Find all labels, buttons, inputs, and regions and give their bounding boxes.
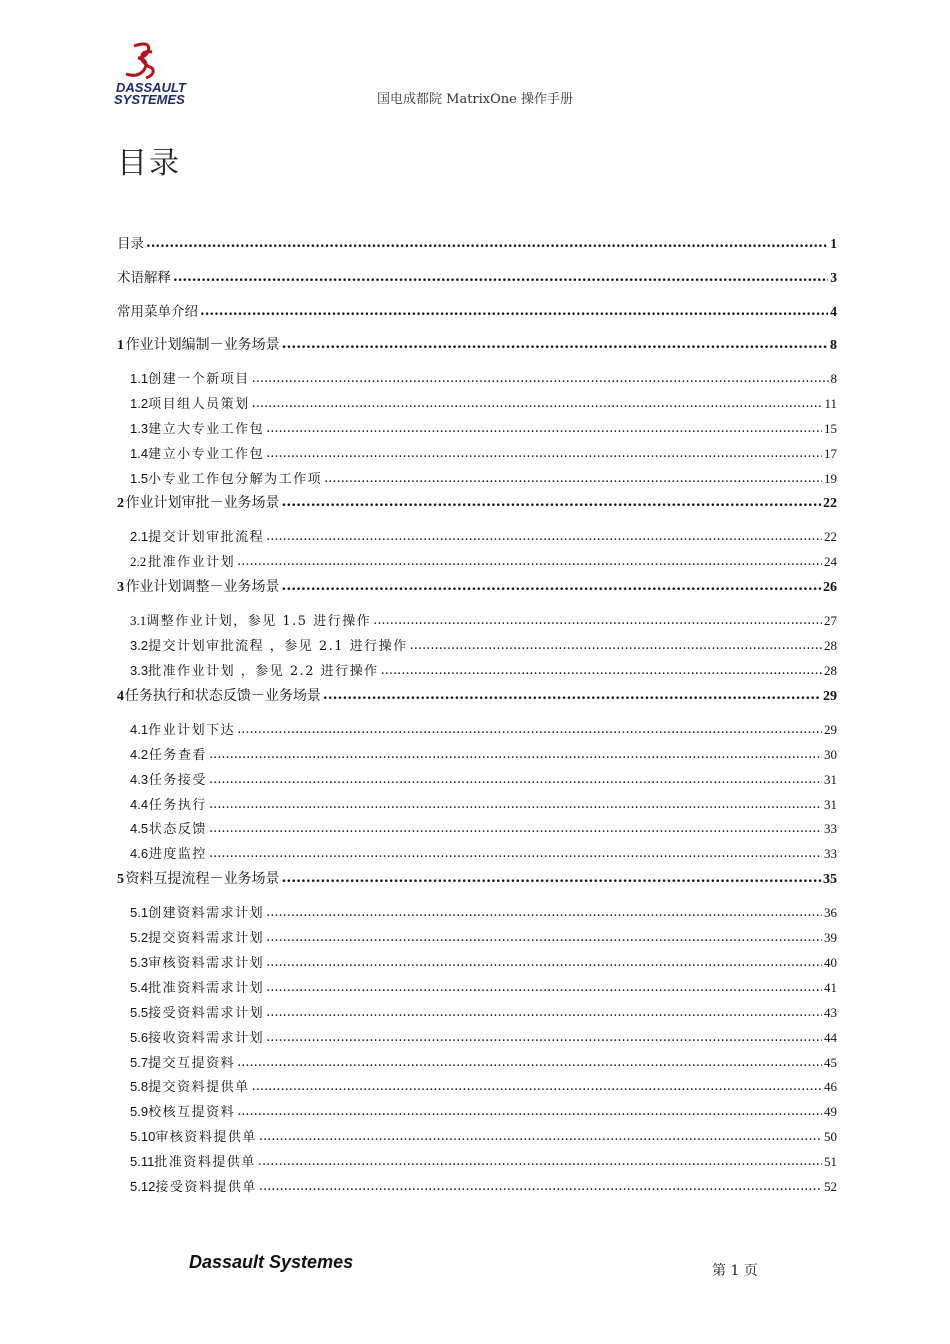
toc-subsection[interactable] xyxy=(117,977,837,1002)
toc-entry-title: 提交互提资料 xyxy=(148,1055,236,1071)
toc-entry-page: 49 xyxy=(824,1104,837,1120)
toc-dot-leader xyxy=(173,269,828,285)
toc-dot-leader xyxy=(324,471,822,486)
toc-dot-leader xyxy=(200,303,828,319)
toc-entry-number: 1.3 xyxy=(130,420,149,436)
toc-entry-number: 3.3 xyxy=(130,663,149,679)
svg-text:DASSAULT: DASSAULT xyxy=(116,80,186,95)
toc-subsection[interactable] xyxy=(117,1176,837,1201)
toc-subsection[interactable] xyxy=(117,393,837,418)
toc-entry-page: 35 xyxy=(823,872,837,888)
toc-subsection[interactable] xyxy=(117,719,837,744)
toc-entry-title: 目录 xyxy=(117,236,144,252)
toc-dot-leader xyxy=(266,905,822,920)
toc-entry-page: 39 xyxy=(824,930,837,946)
toc-entry-title: 接受资料提供单 xyxy=(155,1180,257,1196)
toc-dot-leader xyxy=(237,1055,822,1070)
svg-text:SYSTEMES: SYSTEMES xyxy=(114,92,185,107)
toc-entry-page: 36 xyxy=(824,905,837,921)
toc-subsection[interactable] xyxy=(117,794,837,819)
toc-entry-title: 作业计划调整－业务场景 xyxy=(125,579,280,596)
toc-subsection[interactable] xyxy=(117,443,837,468)
toc-entry-title: 任务查看 xyxy=(148,747,207,763)
toc-entry-number: 2 xyxy=(117,496,124,512)
toc-entry-number: 4.4 xyxy=(130,796,149,812)
toc-dot-leader xyxy=(266,930,822,945)
toc-entry-number: 5.3 xyxy=(130,955,149,971)
toc-dot-leader xyxy=(373,613,822,628)
toc-entry-number: 4.6 xyxy=(130,846,149,862)
toc-entry-page: 40 xyxy=(824,955,837,971)
toc-chapter[interactable] xyxy=(117,576,837,610)
toc-entry-title: 术语解释 xyxy=(117,270,171,286)
toc-entry-title: 批准资料提供单 xyxy=(154,1155,256,1171)
toc-entry-page: 11 xyxy=(824,395,837,411)
toc-dot-leader xyxy=(266,1005,822,1020)
toc-entry-title: 任务执行和状态反馈－业务场景 xyxy=(124,687,321,704)
toc-dot-leader xyxy=(323,687,821,703)
toc-entry-page: 26 xyxy=(823,580,837,596)
toc-subsection[interactable] xyxy=(117,610,837,635)
toc-entry-title: 批准作业计划 xyxy=(148,555,236,571)
toc-dot-leader xyxy=(209,797,822,812)
toc-entry-page: 15 xyxy=(824,420,837,436)
toc-dot-leader xyxy=(281,870,821,886)
toc-dot-leader xyxy=(266,955,822,970)
toc-entry-page: 27 xyxy=(824,613,837,629)
toc-subsection[interactable] xyxy=(117,418,837,443)
page-title: 目录 xyxy=(117,146,181,181)
toc-entry-number: 1.5 xyxy=(130,470,149,486)
toc-entry-title: 审核资料需求计划 xyxy=(148,956,265,972)
toc-chapter[interactable] xyxy=(117,868,837,902)
toc-entry-page: 31 xyxy=(824,796,837,812)
toc-entry-page: 50 xyxy=(824,1129,837,1145)
toc-entry-page: 45 xyxy=(824,1054,837,1070)
toc-subsection[interactable] xyxy=(117,769,837,794)
toc-entry-number: 1.4 xyxy=(130,445,149,461)
toc-subsection[interactable] xyxy=(117,744,837,769)
footer-brand: Dassault Systemes xyxy=(189,1252,354,1272)
toc-entry-number: 5 xyxy=(117,872,124,888)
toc-dot-leader xyxy=(282,336,828,352)
toc-subsection[interactable] xyxy=(117,818,837,843)
toc-entry-number: 3 xyxy=(117,580,124,596)
toc-entry-title: 作业计划下达 xyxy=(148,722,236,738)
toc-entry-page: 3 xyxy=(830,270,837,285)
toc-entry-title: 接受资料需求计划 xyxy=(148,1005,265,1021)
toc-subsection[interactable] xyxy=(117,551,837,576)
toc-subsection[interactable] xyxy=(117,1151,837,1176)
toc-dot-leader xyxy=(259,1129,822,1144)
toc-chapter[interactable] xyxy=(117,334,837,368)
toc-entry-title: 作业计划审批－业务场景 xyxy=(125,495,280,512)
toc-chapter[interactable] xyxy=(117,492,837,526)
toc-subsection[interactable] xyxy=(117,1002,837,1027)
toc-entry-number: 1.1 xyxy=(130,371,149,386)
toc-subsection[interactable] xyxy=(117,1076,837,1101)
toc-dot-leader xyxy=(281,494,821,510)
toc-dot-leader xyxy=(381,663,822,678)
toc-dot-leader xyxy=(252,396,823,411)
toc-entry-number: 2.1 xyxy=(130,529,149,545)
toc-entry-number: 5.6 xyxy=(130,1029,149,1045)
toc-entry-page: 8 xyxy=(830,338,837,353)
toc-dot-leader xyxy=(266,446,822,461)
toc-entry-number: 5.11 xyxy=(130,1154,155,1170)
toc-dot-leader xyxy=(266,1030,822,1045)
header-text: 国电成都院 MatrixOne 操作手册 xyxy=(377,92,573,107)
toc-entry-title: 状态反馈 xyxy=(148,822,207,838)
toc-entry-number: 5.12 xyxy=(130,1179,156,1195)
toc-entry-title: 任务执行 xyxy=(148,797,207,813)
toc-entry-number: 4.1 xyxy=(130,721,149,737)
toc-entry-number: 4.3 xyxy=(130,771,149,787)
toc-entry-number: 1.2 xyxy=(130,395,149,411)
toc-entry-page: 31 xyxy=(824,771,837,787)
toc-dot-leader xyxy=(410,638,822,653)
toc-dot-leader xyxy=(237,722,822,737)
toc-entry-title: 接收资料需求计划 xyxy=(148,1030,265,1046)
toc-dot-leader xyxy=(252,1079,822,1094)
toc-entry-page: 30 xyxy=(824,746,837,762)
toc-dot-leader xyxy=(209,772,822,787)
footer-page-number: 第 1 页 xyxy=(712,1263,758,1279)
toc-entry-page: 29 xyxy=(824,721,837,737)
toc-entry-number: 4.2 xyxy=(130,746,149,762)
toc-entry-number: 5.1 xyxy=(130,905,149,921)
toc-entry[interactable] xyxy=(117,300,837,334)
toc-dot-leader xyxy=(146,235,828,251)
toc-dot-leader xyxy=(237,554,822,569)
toc-entry-page: 29 xyxy=(823,688,837,704)
toc-entry-page: 24 xyxy=(824,554,837,570)
toc-subsection[interactable] xyxy=(117,526,837,551)
toc-entry-number: 5.8 xyxy=(130,1079,149,1095)
toc-entry-title: 审核资料提供单 xyxy=(155,1130,257,1146)
toc-entry-title: 批准资料需求计划 xyxy=(148,980,265,996)
toc-entry-title: 校核互提资料 xyxy=(148,1105,236,1121)
toc-entry-title: 进度监控 xyxy=(148,847,207,863)
toc-entry-title: 建立大专业工作包 xyxy=(148,421,265,437)
toc-dot-leader xyxy=(252,371,829,386)
toc-subsection[interactable] xyxy=(117,1027,837,1052)
toc-entry-page: 28 xyxy=(824,638,837,654)
toc-entry-title: 调整作业计划，参见 1.5 进行操作 xyxy=(146,614,372,630)
toc-entry-number: 5.7 xyxy=(130,1054,149,1070)
toc-entry-page: 33 xyxy=(824,821,837,837)
toc-entry-title: 作业计划编制－业务场景 xyxy=(125,337,280,353)
toc-entry-number: 5.2 xyxy=(130,930,149,946)
toc-entry-title: 常用菜单介绍 xyxy=(117,304,198,320)
toc-entry-title: 提交计划审批流程 xyxy=(148,530,265,546)
toc-entry-page: 51 xyxy=(824,1154,837,1170)
toc-entry[interactable] xyxy=(117,232,837,266)
toc-entry-title: 提交计划审批流程 ，参见 2.1 进行操作 xyxy=(148,639,408,655)
toc-entry-title: 创建一个新项目 xyxy=(148,372,250,387)
toc-entry-title: 创建资料需求计划 xyxy=(148,906,265,922)
toc-dot-leader xyxy=(258,1154,822,1169)
toc-entry-page: 52 xyxy=(824,1179,837,1195)
toc-dot-leader xyxy=(281,578,821,594)
toc-entry-page: 4 xyxy=(830,304,837,319)
toc-subsection[interactable] xyxy=(117,952,837,977)
toc-entry-number: 1 xyxy=(117,338,124,353)
toc-entry-title: 项目组人员策划 xyxy=(148,396,250,412)
toc-entry-title: 提交资料需求计划 xyxy=(148,931,265,947)
toc-dot-leader xyxy=(209,747,822,762)
toc-entry-page: 8 xyxy=(830,371,837,386)
toc-entry-number: 4 xyxy=(117,688,124,704)
toc-subsection[interactable] xyxy=(117,635,837,660)
toc-subsection[interactable] xyxy=(117,368,837,393)
toc-subsection[interactable] xyxy=(117,660,837,685)
toc-subsection[interactable] xyxy=(117,1126,837,1151)
toc-entry-page: 44 xyxy=(824,1029,837,1045)
toc-entry-number: 2.2 xyxy=(130,554,147,570)
toc-dot-leader xyxy=(266,421,822,436)
toc-entry-number: 5.5 xyxy=(130,1004,149,1020)
toc-chapter[interactable] xyxy=(117,685,837,719)
toc-entry-number: 4.5 xyxy=(130,821,149,837)
table-of-contents xyxy=(117,232,837,1201)
toc-entry-page: 33 xyxy=(824,846,837,862)
toc-entry[interactable] xyxy=(117,266,837,300)
toc-dot-leader xyxy=(237,1104,822,1119)
toc-entry-number: 5.9 xyxy=(130,1104,149,1120)
toc-entry-title: 任务接受 xyxy=(148,772,207,788)
toc-entry-page: 1 xyxy=(830,236,837,251)
toc-subsection[interactable] xyxy=(117,1052,837,1077)
toc-entry-title: 小专业工作包分解为工作项 xyxy=(148,471,323,487)
toc-entry-title: 批准作业计划 ，参见 2.2 进行操作 xyxy=(148,664,379,680)
toc-entry-number: 5.4 xyxy=(130,979,149,995)
toc-dot-leader xyxy=(209,846,822,861)
toc-entry-page: 46 xyxy=(824,1079,837,1095)
toc-dot-leader xyxy=(259,1179,822,1194)
toc-entry-number: 5.10 xyxy=(130,1129,156,1145)
toc-entry-number: 3.2 xyxy=(130,638,149,654)
toc-entry-page: 28 xyxy=(824,663,837,679)
toc-dot-leader xyxy=(266,529,822,544)
toc-subsection[interactable] xyxy=(117,1101,837,1126)
toc-entry-title: 资料互提流程－业务场景 xyxy=(125,871,280,888)
toc-dot-leader xyxy=(266,980,822,995)
toc-dot-leader xyxy=(209,821,822,836)
toc-subsection[interactable] xyxy=(117,468,837,493)
toc-entry-page: 22 xyxy=(823,496,837,512)
toc-entry-title: 提交资料提供单 xyxy=(148,1080,250,1096)
toc-subsection[interactable] xyxy=(117,902,837,927)
toc-entry-page: 19 xyxy=(824,470,837,486)
toc-entry-page: 17 xyxy=(824,445,837,461)
toc-entry-number: 3.1 xyxy=(130,613,147,629)
toc-subsection[interactable] xyxy=(117,927,837,952)
toc-subsection[interactable] xyxy=(117,843,837,868)
toc-entry-page: 22 xyxy=(824,529,837,545)
toc-entry-page: 41 xyxy=(824,979,837,995)
toc-entry-page: 43 xyxy=(824,1004,837,1020)
toc-entry-title: 建立小专业工作包 xyxy=(148,446,265,462)
